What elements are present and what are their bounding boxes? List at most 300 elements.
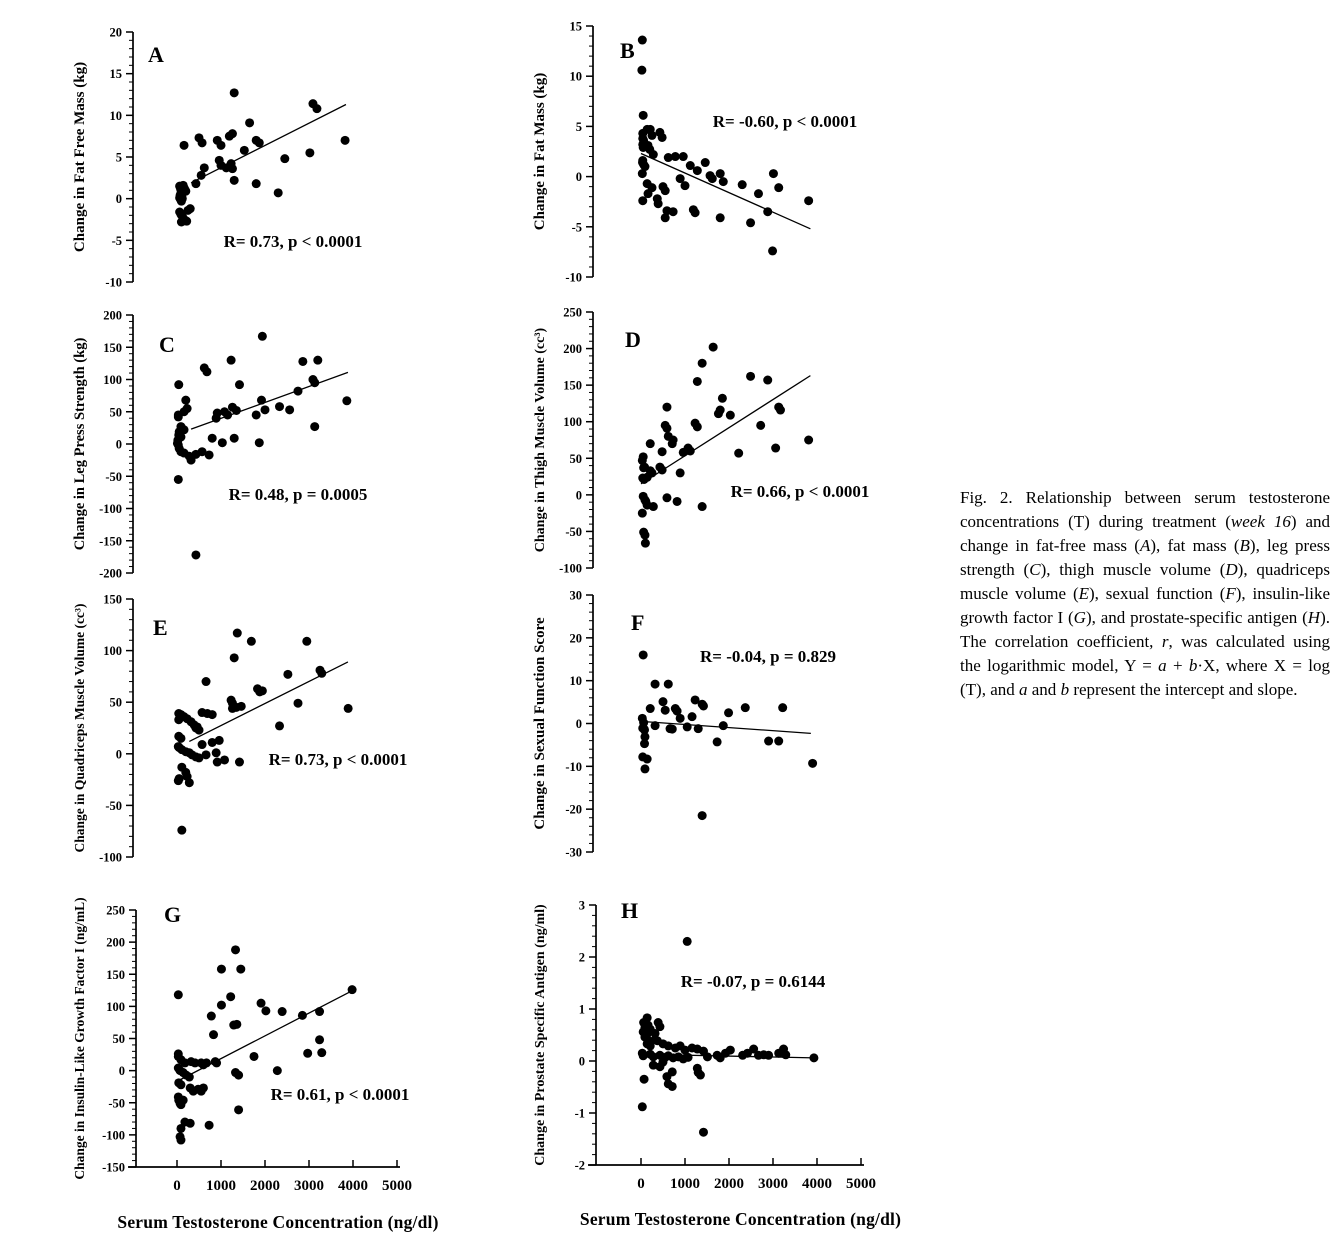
data-point bbox=[640, 1075, 649, 1084]
data-point bbox=[808, 759, 817, 768]
data-point bbox=[212, 748, 221, 757]
data-point bbox=[237, 702, 246, 711]
data-point bbox=[771, 444, 780, 453]
data-point bbox=[691, 208, 700, 217]
data-point bbox=[191, 550, 200, 559]
data-point bbox=[764, 737, 773, 746]
y-tick-label: 5 bbox=[575, 119, 582, 134]
stats-annotation: R= 0.66, p < 0.0001 bbox=[730, 482, 870, 501]
caption-segment: ), sexual function ( bbox=[1089, 584, 1226, 603]
data-point bbox=[756, 421, 765, 430]
data-point bbox=[768, 246, 777, 255]
stats-annotation: R= -0.60, p < 0.0001 bbox=[712, 112, 858, 131]
y-tick-label: 0 bbox=[115, 192, 122, 207]
panel-letter: F bbox=[631, 610, 645, 635]
y-tick-label: -2 bbox=[574, 1158, 585, 1173]
y-tick-label: -100 bbox=[99, 502, 122, 516]
data-point bbox=[679, 152, 688, 161]
data-point bbox=[195, 726, 204, 735]
data-point bbox=[236, 965, 245, 974]
data-point bbox=[226, 992, 235, 1001]
panel-F bbox=[518, 590, 963, 880]
data-point bbox=[231, 945, 240, 954]
data-point bbox=[648, 131, 657, 140]
data-point bbox=[217, 1001, 226, 1010]
stats-annotation: R= -0.07, p = 0.6144 bbox=[680, 972, 826, 991]
data-point bbox=[640, 764, 649, 773]
data-point bbox=[344, 704, 353, 713]
chart-D bbox=[518, 298, 963, 588]
data-point bbox=[261, 1006, 270, 1015]
data-point bbox=[230, 653, 239, 662]
y-tick-label: 10 bbox=[569, 69, 582, 84]
data-point bbox=[718, 394, 727, 403]
data-point bbox=[637, 66, 646, 75]
data-point bbox=[719, 721, 728, 730]
x-tick-label: 3000 bbox=[294, 1178, 324, 1194]
caption-segment: ). The correlation coefficient, bbox=[960, 608, 1330, 651]
data-point bbox=[662, 493, 671, 502]
data-point bbox=[235, 758, 244, 767]
data-point bbox=[223, 410, 232, 419]
data-point bbox=[708, 174, 717, 183]
y-axis-label: Change in Quadriceps Muscle Volume (cc³) bbox=[72, 603, 87, 853]
data-point bbox=[694, 724, 703, 733]
data-point bbox=[671, 152, 680, 161]
data-point bbox=[683, 722, 692, 731]
y-tick-label: -100 bbox=[102, 1128, 125, 1143]
x-tick-label: 4000 bbox=[802, 1176, 832, 1192]
data-point bbox=[658, 465, 667, 474]
data-point bbox=[273, 1066, 282, 1075]
y-axis-label: Change in Thigh Muscle Volume (cc³) bbox=[533, 327, 548, 553]
chart-A bbox=[58, 8, 498, 298]
caption-segment: A bbox=[1139, 536, 1151, 555]
data-point bbox=[701, 158, 710, 167]
data-point bbox=[698, 811, 707, 820]
data-point bbox=[638, 509, 647, 518]
data-point bbox=[202, 677, 211, 686]
y-tick-label: 150 bbox=[103, 340, 122, 355]
y-tick-label: 5 bbox=[115, 150, 122, 165]
data-point bbox=[696, 1071, 705, 1080]
caption-segment: + bbox=[1166, 656, 1189, 675]
y-tick-label: 200 bbox=[563, 342, 582, 357]
data-point bbox=[252, 179, 261, 188]
data-point bbox=[205, 450, 214, 459]
data-point bbox=[662, 403, 671, 412]
data-point bbox=[186, 204, 195, 213]
data-point bbox=[649, 502, 658, 511]
y-tick-label: 100 bbox=[103, 644, 122, 659]
data-point bbox=[250, 1052, 259, 1061]
data-point bbox=[776, 406, 785, 415]
panel-A bbox=[58, 8, 498, 298]
data-point bbox=[342, 396, 351, 405]
data-point bbox=[294, 699, 303, 708]
y-tick-label: 50 bbox=[569, 451, 582, 466]
data-point bbox=[651, 680, 660, 689]
chart-B bbox=[518, 8, 963, 298]
data-point bbox=[208, 434, 217, 443]
caption-segment: H bbox=[1307, 608, 1321, 627]
stats-annotation: R= 0.48, p = 0.0005 bbox=[228, 485, 368, 504]
y-tick-label: 100 bbox=[563, 415, 582, 430]
data-point bbox=[258, 332, 267, 341]
data-point bbox=[719, 177, 728, 186]
y-tick-label: 30 bbox=[569, 590, 582, 603]
data-point bbox=[310, 378, 319, 387]
data-point bbox=[176, 734, 185, 743]
data-point bbox=[664, 680, 673, 689]
y-tick-label: -5 bbox=[111, 233, 122, 248]
data-point bbox=[215, 736, 224, 745]
caption-segment: r bbox=[1161, 632, 1169, 651]
data-point bbox=[659, 697, 668, 706]
data-point bbox=[662, 424, 671, 433]
data-point bbox=[255, 438, 264, 447]
y-tick-label: -150 bbox=[102, 1160, 125, 1175]
y-tick-label: 250 bbox=[563, 305, 582, 320]
data-point bbox=[233, 629, 242, 638]
y-tick-label: 200 bbox=[103, 308, 122, 323]
x-axis-title-right: Serum Testosterone Concentration (ng/dl) bbox=[579, 1209, 902, 1229]
caption-segment: G bbox=[1073, 608, 1086, 627]
data-point bbox=[664, 1079, 673, 1088]
data-point bbox=[208, 710, 217, 719]
data-point bbox=[227, 356, 236, 365]
data-point bbox=[654, 199, 663, 208]
panel-letter: C bbox=[159, 332, 175, 357]
data-point bbox=[181, 187, 190, 196]
figure-caption bbox=[960, 486, 1330, 702]
data-point bbox=[198, 138, 207, 147]
y-tick-label: -10 bbox=[105, 275, 122, 290]
y-axis-label: Change in Fat Free Mass (kg) bbox=[72, 61, 88, 253]
x-tick-label: 5000 bbox=[846, 1176, 876, 1192]
data-point bbox=[679, 448, 688, 457]
data-point bbox=[804, 436, 813, 445]
panel-H bbox=[518, 882, 963, 1222]
data-point bbox=[181, 396, 190, 405]
y-tick-label: 15 bbox=[569, 19, 582, 34]
data-point bbox=[734, 449, 743, 458]
caption-segment: b bbox=[1188, 656, 1198, 675]
data-point bbox=[217, 965, 226, 974]
x-tick-label: 4000 bbox=[338, 1178, 368, 1194]
data-point bbox=[200, 163, 209, 172]
data-point bbox=[661, 186, 670, 195]
y-tick-label: 50 bbox=[112, 1032, 125, 1046]
data-point bbox=[681, 181, 690, 190]
data-point bbox=[638, 1102, 647, 1111]
data-point bbox=[176, 1080, 185, 1089]
data-point bbox=[676, 714, 685, 723]
data-point bbox=[257, 396, 266, 405]
caption-segment: a bbox=[1158, 656, 1167, 675]
data-point bbox=[676, 468, 685, 477]
y-tick-label: 20 bbox=[109, 25, 122, 40]
data-point bbox=[174, 412, 183, 421]
data-point bbox=[280, 154, 289, 163]
data-point bbox=[207, 1012, 216, 1021]
data-point bbox=[229, 1021, 238, 1030]
x-tick-label: 2000 bbox=[714, 1176, 744, 1192]
data-point bbox=[212, 1058, 221, 1067]
data-point bbox=[220, 755, 229, 764]
data-point bbox=[198, 740, 207, 749]
caption-segment: ), leg press strength ( bbox=[960, 536, 1330, 579]
data-point bbox=[698, 502, 707, 511]
y-tick-label: 2 bbox=[578, 950, 585, 965]
panel-D bbox=[518, 298, 963, 588]
caption-segment: E bbox=[1078, 584, 1089, 603]
data-point bbox=[754, 189, 763, 198]
chart-C bbox=[58, 298, 498, 588]
data-point bbox=[699, 701, 708, 710]
data-point bbox=[217, 141, 226, 150]
y-tick-label: -150 bbox=[99, 534, 122, 549]
x-tick-label: 0 bbox=[637, 1176, 645, 1192]
y-tick-label: -1 bbox=[574, 1106, 585, 1121]
data-point bbox=[245, 118, 254, 127]
data-point bbox=[683, 937, 692, 946]
stats-annotation: R= 0.73, p < 0.0001 bbox=[223, 232, 363, 251]
caption-segment: F bbox=[1225, 584, 1236, 603]
data-point bbox=[209, 1030, 218, 1039]
data-point bbox=[185, 1073, 194, 1082]
panel-B bbox=[518, 8, 963, 298]
y-axis-label: Change in Prostate Specific Antigen (ng/ml) bbox=[533, 904, 548, 1166]
data-point bbox=[661, 706, 670, 715]
data-point bbox=[228, 164, 237, 173]
data-point bbox=[240, 146, 249, 155]
y-tick-label: -50 bbox=[105, 798, 122, 813]
panel-letter: G bbox=[164, 902, 182, 927]
caption-segment: Fig. 2. Relationship between serum testosterone concentrations (T) during treatment ( bbox=[960, 488, 1330, 531]
x-tick-label: 1000 bbox=[670, 1176, 700, 1192]
y-tick-label: 0 bbox=[578, 1054, 585, 1069]
data-point bbox=[313, 356, 322, 365]
data-point bbox=[176, 1124, 185, 1133]
y-axis-label: Change in Leg Press Strength (kg) bbox=[72, 337, 88, 551]
y-tick-label: 150 bbox=[106, 967, 125, 982]
data-point bbox=[639, 650, 648, 659]
stats-annotation: R= 0.61, p < 0.0001 bbox=[270, 1085, 410, 1104]
data-point bbox=[778, 703, 787, 712]
caption-segment: ), fat mass ( bbox=[1150, 536, 1240, 555]
data-point bbox=[668, 439, 677, 448]
y-tick-label: -50 bbox=[108, 1096, 125, 1111]
data-point bbox=[212, 414, 221, 423]
data-point bbox=[185, 778, 194, 787]
y-tick-label: 200 bbox=[106, 935, 125, 950]
y-tick-label: 3 bbox=[578, 898, 585, 913]
stats-annotation: R= 0.73, p < 0.0001 bbox=[268, 750, 408, 769]
data-point bbox=[275, 721, 284, 730]
caption-segment: ), insulin-like growth factor I ( bbox=[960, 584, 1330, 627]
x-tick-label: 3000 bbox=[758, 1176, 788, 1192]
data-point bbox=[312, 104, 321, 113]
y-tick-label: 50 bbox=[109, 695, 122, 710]
data-point bbox=[230, 176, 239, 185]
data-point bbox=[774, 183, 783, 192]
data-point bbox=[673, 497, 682, 506]
data-point bbox=[703, 1052, 712, 1061]
y-tick-label: -100 bbox=[559, 561, 582, 576]
y-tick-label: -50 bbox=[565, 524, 582, 539]
data-point bbox=[174, 475, 183, 484]
caption-segment: B bbox=[1239, 536, 1250, 555]
y-tick-label: 50 bbox=[109, 405, 122, 420]
panel-letter: B bbox=[620, 38, 635, 63]
data-point bbox=[738, 180, 747, 189]
panel-letter: A bbox=[148, 42, 164, 67]
y-tick-label: -100 bbox=[99, 850, 122, 865]
data-point bbox=[180, 141, 189, 150]
data-point bbox=[643, 473, 652, 482]
data-point bbox=[303, 1049, 312, 1058]
data-point bbox=[698, 359, 707, 368]
panel-C bbox=[58, 298, 498, 588]
data-point bbox=[661, 213, 670, 222]
data-point bbox=[234, 1105, 243, 1114]
y-tick-label: 150 bbox=[103, 592, 122, 607]
data-point bbox=[283, 670, 292, 679]
data-point bbox=[688, 712, 697, 721]
data-point bbox=[638, 36, 647, 45]
y-axis-label: Change in Sexual Function Score bbox=[532, 617, 548, 830]
data-point bbox=[176, 1136, 185, 1145]
data-point bbox=[310, 422, 319, 431]
caption-segment: ), thigh muscle volume ( bbox=[1040, 560, 1226, 579]
data-point bbox=[741, 703, 750, 712]
data-point bbox=[298, 1011, 307, 1020]
panel-letter: E bbox=[153, 615, 168, 640]
data-point bbox=[668, 725, 677, 734]
y-tick-label: -30 bbox=[565, 845, 582, 860]
data-point bbox=[228, 129, 237, 138]
x-axis-title-left: Serum Testosterone Concentration (ng/dl) bbox=[117, 1212, 439, 1232]
y-tick-label: -20 bbox=[565, 802, 582, 817]
data-point bbox=[669, 207, 678, 216]
data-point bbox=[258, 686, 267, 695]
data-point bbox=[274, 188, 283, 197]
caption-segment: a bbox=[1019, 680, 1028, 699]
data-point bbox=[278, 1007, 287, 1016]
y-tick-label: -10 bbox=[565, 270, 582, 285]
data-point bbox=[179, 1096, 188, 1105]
data-point bbox=[235, 380, 244, 389]
x-tick-label: 1000 bbox=[206, 1178, 236, 1194]
y-tick-label: 10 bbox=[109, 108, 122, 123]
data-point bbox=[247, 637, 256, 646]
y-tick-label: 20 bbox=[569, 631, 582, 646]
caption-segment: week 16 bbox=[1230, 512, 1291, 531]
data-point bbox=[641, 539, 650, 548]
y-tick-label: 0 bbox=[115, 437, 122, 452]
chart-G bbox=[58, 882, 498, 1222]
y-tick-label: 0 bbox=[115, 747, 122, 762]
data-point bbox=[315, 1007, 324, 1016]
data-point bbox=[202, 750, 211, 759]
data-point bbox=[726, 411, 735, 420]
y-tick-label: -10 bbox=[565, 759, 582, 774]
data-point bbox=[769, 169, 778, 178]
data-point bbox=[693, 166, 702, 175]
data-point bbox=[174, 776, 183, 785]
chart-F bbox=[518, 590, 963, 880]
data-point bbox=[640, 531, 649, 540]
data-point bbox=[230, 434, 239, 443]
data-point bbox=[716, 169, 725, 178]
panel-letter: H bbox=[621, 898, 639, 923]
caption-segment: C bbox=[1029, 560, 1041, 579]
x-tick-label: 2000 bbox=[250, 1178, 280, 1194]
data-point bbox=[174, 380, 183, 389]
chart-H bbox=[518, 882, 963, 1222]
data-point bbox=[640, 739, 649, 748]
x-tick-label: 0 bbox=[173, 1178, 181, 1194]
y-tick-label: 0 bbox=[575, 717, 582, 731]
stats-annotation: R= -0.04, p = 0.829 bbox=[699, 647, 837, 666]
caption-segment: ), quadriceps muscle volume ( bbox=[960, 560, 1330, 603]
data-point bbox=[693, 377, 702, 386]
data-point bbox=[774, 737, 783, 746]
y-tick-label: 10 bbox=[569, 674, 582, 689]
y-axis-label: Change in Insulin-Like Growth Factor I (ng/mL) bbox=[72, 897, 87, 1180]
data-point bbox=[305, 148, 314, 157]
data-point bbox=[177, 197, 186, 206]
data-point bbox=[298, 357, 307, 366]
data-point bbox=[205, 1121, 214, 1130]
data-point bbox=[315, 1035, 324, 1044]
caption-segment: ), and prostate-specific antigen ( bbox=[1085, 608, 1308, 627]
y-tick-label: -50 bbox=[105, 469, 122, 484]
data-point bbox=[651, 721, 660, 730]
data-point bbox=[763, 376, 772, 385]
data-point bbox=[746, 372, 755, 381]
caption-segment: b bbox=[1060, 680, 1070, 699]
y-tick-label: 0 bbox=[118, 1064, 125, 1079]
y-tick-label: 100 bbox=[103, 373, 122, 387]
panel-G bbox=[58, 882, 498, 1222]
data-point bbox=[186, 1119, 195, 1128]
data-point bbox=[302, 637, 311, 646]
y-tick-label: 250 bbox=[106, 903, 125, 918]
data-point bbox=[294, 387, 303, 396]
y-tick-label: -5 bbox=[571, 220, 582, 235]
data-point bbox=[639, 111, 648, 120]
data-point bbox=[177, 826, 186, 835]
data-point bbox=[646, 704, 655, 713]
y-tick-label: 1 bbox=[578, 1002, 585, 1017]
data-point bbox=[724, 708, 733, 717]
panel-E bbox=[58, 590, 498, 880]
data-point bbox=[230, 88, 239, 97]
data-point bbox=[199, 1083, 208, 1092]
data-point bbox=[202, 1058, 211, 1067]
data-point bbox=[809, 1053, 818, 1062]
data-point bbox=[781, 1050, 790, 1059]
data-point bbox=[763, 207, 772, 216]
data-point bbox=[257, 999, 266, 1008]
caption-segment: and bbox=[1027, 680, 1061, 699]
data-point bbox=[713, 737, 722, 746]
data-point bbox=[174, 990, 183, 999]
data-point bbox=[255, 138, 264, 147]
data-point bbox=[341, 136, 350, 145]
